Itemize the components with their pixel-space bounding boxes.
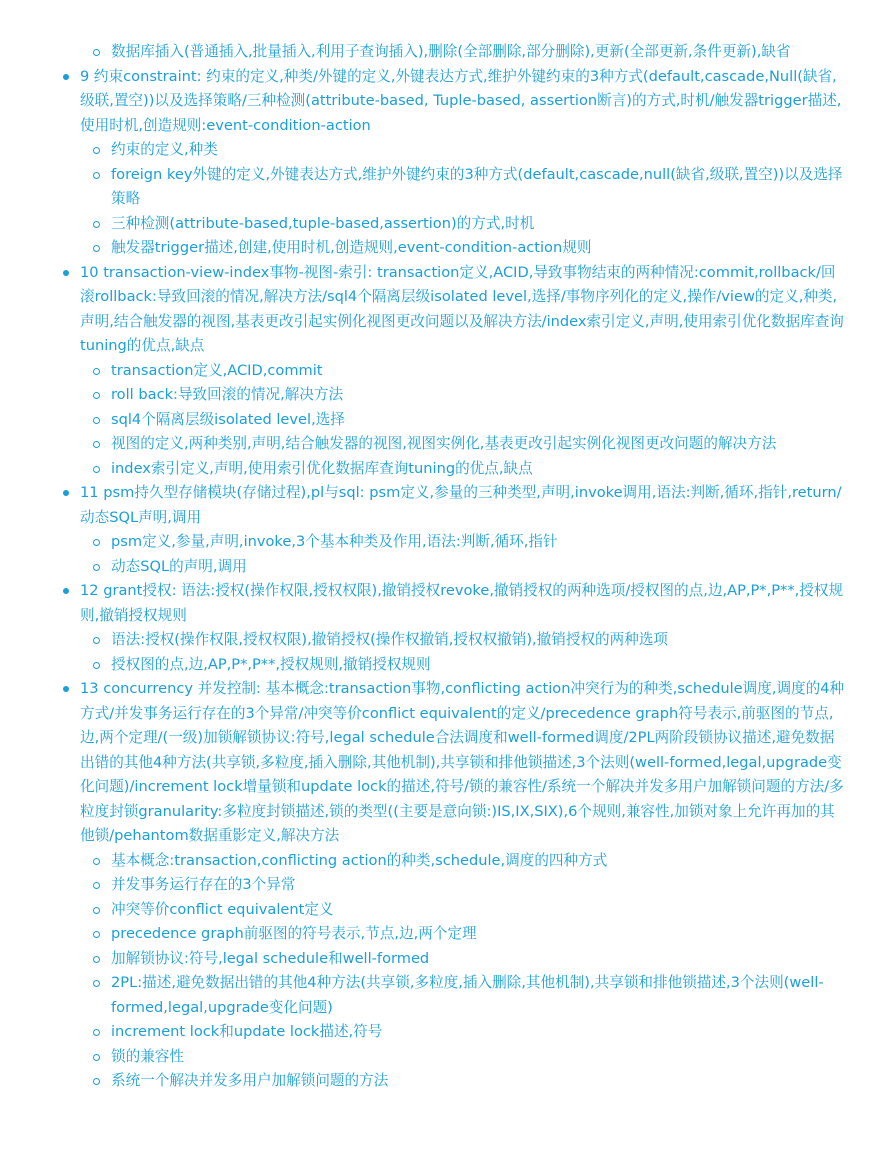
list-item [80, 383, 848, 408]
hollow-bullet-icon [93, 392, 100, 399]
hollow-bullet-icon [93, 172, 100, 179]
list-item [80, 628, 848, 653]
list-item-text: 三种检测(attribute-based,tuple-based,assertion)的方式,时机 [111, 214, 535, 232]
list-item [80, 947, 848, 972]
hollow-bullet-icon [93, 931, 100, 938]
list-item [80, 898, 848, 923]
hollow-bullet-icon [93, 858, 100, 865]
hollow-bullet-icon [93, 368, 100, 375]
list-item-text: 并发事务运行存在的3个异常 [111, 876, 296, 893]
list-item [80, 359, 848, 384]
section-10 [0, 261, 893, 482]
list-item [80, 457, 848, 482]
hollow-bullet-icon [93, 956, 100, 963]
section-13 [0, 677, 893, 1094]
hollow-bullet-icon [93, 147, 100, 154]
hollow-bullet-icon [93, 441, 100, 448]
sub-list [80, 138, 848, 261]
list-item [80, 1069, 848, 1094]
list-item-text: increment lock和update lock描述,符号 [111, 1023, 383, 1040]
document-page [0, 40, 893, 1094]
list-item-text: 数据库插入(普通插入,批量插入,利用子查询插入),删除(全部删除,部分删除),更新(全部更新,条件更新),缺省 [111, 43, 791, 60]
list-item-text: 2PL:描述,避免数据出错的其他4种方法(共享锁,多粒度,插入删除,其他机制),共享锁和排他锁描述,3个法则(well-formed,legal,upgrade变化问题) [111, 974, 824, 1016]
list-item [80, 138, 848, 163]
hollow-bullet-icon [93, 564, 100, 571]
list-item [80, 922, 848, 947]
hollow-bullet-icon [93, 49, 100, 56]
section-text: 11 psm持久型存储模块(存储过程),pl与sql: psm定义,参量的三种类型,声明,invoke调用,语法:判断,循环,指针,return/动态SQL声明,调用 [80, 484, 842, 526]
hollow-bullet-icon [93, 539, 100, 546]
list-item [80, 212, 848, 237]
list-item [80, 849, 848, 874]
hollow-bullet-icon [93, 1078, 100, 1085]
list-item-text: roll back:导致回滚的情况,解决方法 [111, 386, 344, 403]
hollow-bullet-icon [93, 882, 100, 889]
list-item-text: 语法:授权(操作权限,授权权限),撤销授权(操作权撤销,授权权撤销),撤销授权的两种选项 [111, 631, 669, 648]
list-item-text: precedence graph前驱图的符号表示,节点,边,两个定理 [111, 925, 477, 942]
list-item-text: 冲突等价conflict equivalent定义 [111, 900, 334, 918]
section-11 [0, 481, 893, 579]
list-item-text: foreign key外键的定义,外键表达方式,维护外键约束的3种方式(default,cascade,null(缺省,级联,置空))以及选择策略 [111, 165, 843, 207]
bullet-icon [63, 588, 69, 594]
hollow-bullet-icon [93, 637, 100, 644]
list-item-text: psm定义,参量,声明,invoke,3个基本种类及作用,语法:判断,循环,指针 [111, 533, 558, 550]
section-9 [0, 65, 893, 261]
list-item [80, 236, 848, 261]
hollow-bullet-icon [93, 907, 100, 914]
list-item [80, 432, 848, 457]
hollow-bullet-icon [93, 245, 100, 252]
bullet-icon [63, 270, 69, 276]
list-item [80, 971, 848, 1020]
list-item [80, 408, 848, 433]
list-item [80, 163, 848, 212]
sub-list [80, 849, 848, 1094]
list-item [80, 1020, 848, 1045]
list-item-text: 动态SQL的声明,调用 [111, 557, 247, 575]
list-item-text: 授权图的点,边,AP,P*,P**,授权规则,撤销授权规则 [111, 655, 431, 673]
hollow-bullet-icon [93, 1054, 100, 1061]
hollow-bullet-icon [93, 466, 100, 473]
list-item-text: 基本概念:transaction,conflicting action的种类,schedule,调度的四种方式 [111, 851, 608, 869]
previous-sub-list [0, 40, 893, 65]
sub-list [80, 628, 848, 677]
bullet-icon [63, 74, 69, 80]
list-item-text: 系统一个解决并发多用户加解锁问题的方法 [111, 1072, 389, 1089]
hollow-bullet-icon [93, 417, 100, 424]
list-item-text: index索引定义,声明,使用索引优化数据库查询tuning的优点,缺点 [111, 459, 533, 477]
list-item [80, 530, 848, 555]
bullet-icon [63, 686, 69, 692]
list-item [0, 40, 893, 65]
outline-list [0, 65, 893, 1094]
list-item-text: 触发器trigger描述,创建,使用时机,创造规则,event-condition-action规则 [111, 239, 592, 256]
hollow-bullet-icon [93, 980, 100, 987]
list-item [80, 653, 848, 678]
list-item [80, 1045, 848, 1070]
list-item-text: 约束的定义,种类 [111, 141, 218, 158]
section-text: 12 grant授权: 语法:授权(操作权限,授权权限),撤销授权revoke,撤销授权的两种选项/授权图的点,边,AP,P*,P**,授权规则,撤销授权规则 [80, 582, 844, 624]
list-item [80, 873, 848, 898]
list-item-text: 锁的兼容性 [111, 1047, 184, 1065]
list-item-text: sql4个隔离层级isolated level,选择 [111, 410, 345, 428]
sub-list [80, 530, 848, 579]
hollow-bullet-icon [93, 1029, 100, 1036]
section-12 [0, 579, 893, 677]
section-text: 13 concurrency 并发控制: 基本概念:transaction事物,conflicting action冲突行为的种类,schedule调度,调度的4种方式/并发事务运行存在的3个异常/冲突等价conflict equivalent的定义/precedence graph符号表示,前驱图的节点,边,两个定理/(一级)加锁解锁协议:符号,legal schedule合法调度和well-formed调度/2PL两阶段锁协议描述,避免数据出错的其他4种方法(共享锁,多粒度,插入删除,其他机制),共享锁和排他锁描述,3个法则(well-formed,legal,upgrade变化问题)/increment lock增量锁和update lock的描述,符号/锁的兼容性/系统一个解决并发多用户加解锁问题的方法/多粒度封锁granularity:多粒度封锁描述,锁的类型((主要是意向锁:)IS,IX,SIX),6个规则,兼容性,加锁对象上允许再加的其他锁/pehantom数据重影定义,解决方法 [80, 680, 845, 844]
hollow-bullet-icon [93, 662, 100, 669]
list-item-text: transaction定义,ACID,commit [111, 361, 323, 379]
list-item-text: 视图的定义,两种类别,声明,结合触发器的视图,视图实例化,基表更改引起实例化视图更改问题的解决方法 [111, 435, 777, 452]
section-text: 10 transaction-view-index事物-视图-索引: transaction定义,ACID,导致事物结束的两种情况:commit,rollback/回滚rollback:导致回滚的情况,解决方法/sql4个隔离层级isolated level,选择/事物序列化的定义,操作/view的定义,种类,声明,结合触发器的视图,基表更改引起实例化视图更改问题以及解决方法/index索引定义,声明,使用索引优化数据库查询tuning的优点,缺点 [80, 263, 844, 354]
sub-list [80, 359, 848, 482]
list-item-text: 加解锁协议:符号,legal schedule和well-formed [111, 949, 430, 967]
hollow-bullet-icon [93, 221, 100, 228]
bullet-icon [63, 490, 69, 496]
list-item [80, 555, 848, 580]
section-text: 9 约束constraint: 约束的定义,种类/外键的定义,外键表达方式,维护外键约束的3种方式(default,cascade,Null(缺省,级联,置空))以及选择策略/三种检测(attribute-based, Tuple-based, assertion断言)的方式,时机/触发器trigger描述,使用时机,创造规则:event-condition-action [80, 67, 842, 134]
